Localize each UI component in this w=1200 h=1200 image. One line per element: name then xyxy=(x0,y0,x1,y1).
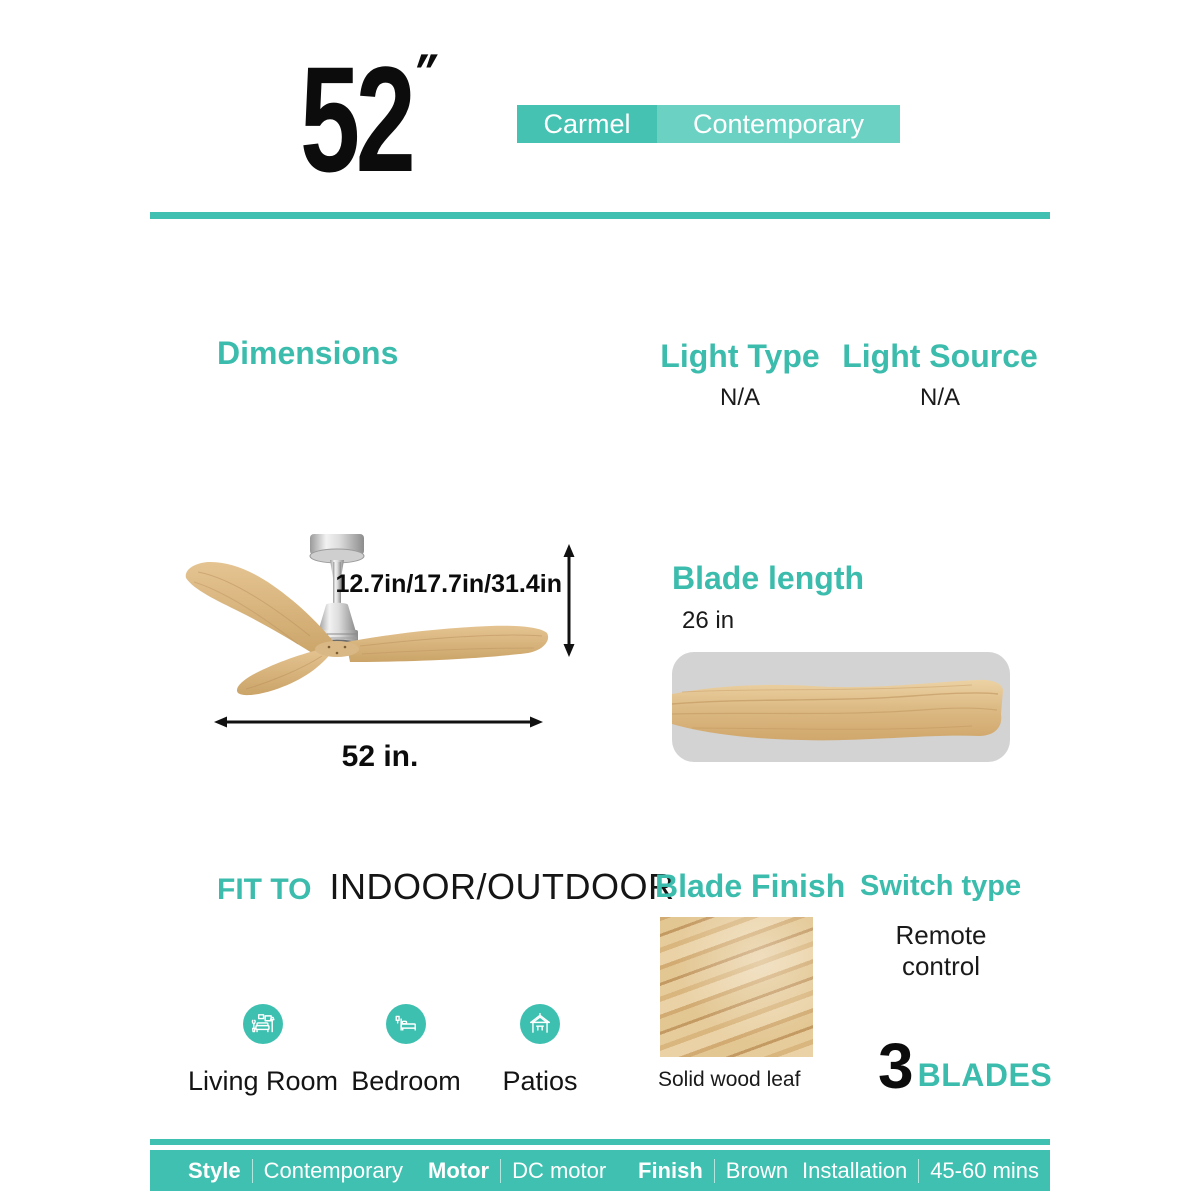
fit-to-title: FIT TO xyxy=(217,873,312,906)
footer-separator xyxy=(714,1159,715,1183)
switch-type-title: Switch type xyxy=(860,870,1022,902)
footer-finish xyxy=(638,1150,788,1191)
light-type-title: Light Type xyxy=(660,338,820,374)
width-dimension-label: 52 in. xyxy=(341,740,419,773)
footer-motor xyxy=(428,1150,606,1191)
blade-photo-frame xyxy=(672,652,1010,762)
footer-installation-value: 45-60 mins xyxy=(930,1157,1040,1183)
blade-length-value: 26 in xyxy=(682,607,735,634)
blade-count xyxy=(878,1030,1053,1102)
blade-finish-swatch xyxy=(660,917,813,1057)
footer-separator xyxy=(918,1159,919,1183)
footer-style-label: Style xyxy=(188,1157,241,1183)
fan-hub xyxy=(315,641,359,657)
room-label: Bedroom xyxy=(351,1066,461,1096)
inch-mark: ″ xyxy=(415,40,439,124)
fan-blade-bottom xyxy=(237,648,332,695)
light-type-value: N/A xyxy=(719,384,760,411)
height-arrow xyxy=(564,544,575,657)
footer-installation-label: Installation xyxy=(802,1157,908,1183)
footer-motor-value: DC motor xyxy=(512,1157,607,1183)
switch-type-value: Remote control xyxy=(895,920,987,981)
room-label: Patios xyxy=(502,1066,578,1096)
fan-blade-left xyxy=(186,562,334,658)
blade-photo xyxy=(672,652,1010,762)
footer-motor-label: Motor xyxy=(428,1157,490,1183)
blade-finish-caption: Solid wood leaf xyxy=(658,1068,801,1091)
bedroom-icon xyxy=(386,1004,426,1044)
footer-spec-bar xyxy=(150,1150,1050,1191)
blade-length-title: Blade length xyxy=(672,560,865,596)
patio-icon xyxy=(520,1004,560,1044)
footer-style-value: Contemporary xyxy=(263,1157,403,1183)
light-source-title: Light Source xyxy=(842,338,1038,374)
footer-separator xyxy=(500,1159,501,1183)
living-room-icon xyxy=(243,1004,283,1044)
footer-finish-value: Brown xyxy=(725,1157,789,1183)
fan-motor xyxy=(318,603,356,632)
height-dimension-label: 12.7in/17.7in/31.4in xyxy=(335,570,562,598)
badge-style: Contemporary xyxy=(657,105,900,143)
size-number: 52 xyxy=(300,35,412,203)
ceiling-fan-diagram xyxy=(150,520,580,740)
blade-count-label: BLADES xyxy=(917,1057,1053,1094)
footer-finish-label: Finish xyxy=(638,1157,703,1183)
blade-count-number: 3 xyxy=(878,1030,914,1102)
product-size xyxy=(300,35,493,203)
footer-style xyxy=(188,1150,403,1191)
room-bedroom xyxy=(331,1004,481,1097)
room-living-room xyxy=(188,1004,338,1097)
room-label: Living Room xyxy=(187,1066,339,1096)
footer-divider xyxy=(150,1139,1050,1145)
width-arrow xyxy=(214,717,543,728)
room-patios xyxy=(465,1004,615,1097)
footer-separator xyxy=(252,1159,253,1183)
footer-installation xyxy=(802,1150,1039,1191)
badge-name: Carmel xyxy=(517,105,657,143)
light-source-value: N/A xyxy=(919,384,960,411)
top-divider xyxy=(150,212,1050,219)
fit-to-value: INDOOR/OUTDOOR xyxy=(329,866,675,907)
fit-to-row xyxy=(217,866,674,908)
product-badge xyxy=(517,105,900,143)
dimensions-title: Dimensions xyxy=(217,335,399,371)
blade-finish-title: Blade Finish xyxy=(655,868,846,904)
